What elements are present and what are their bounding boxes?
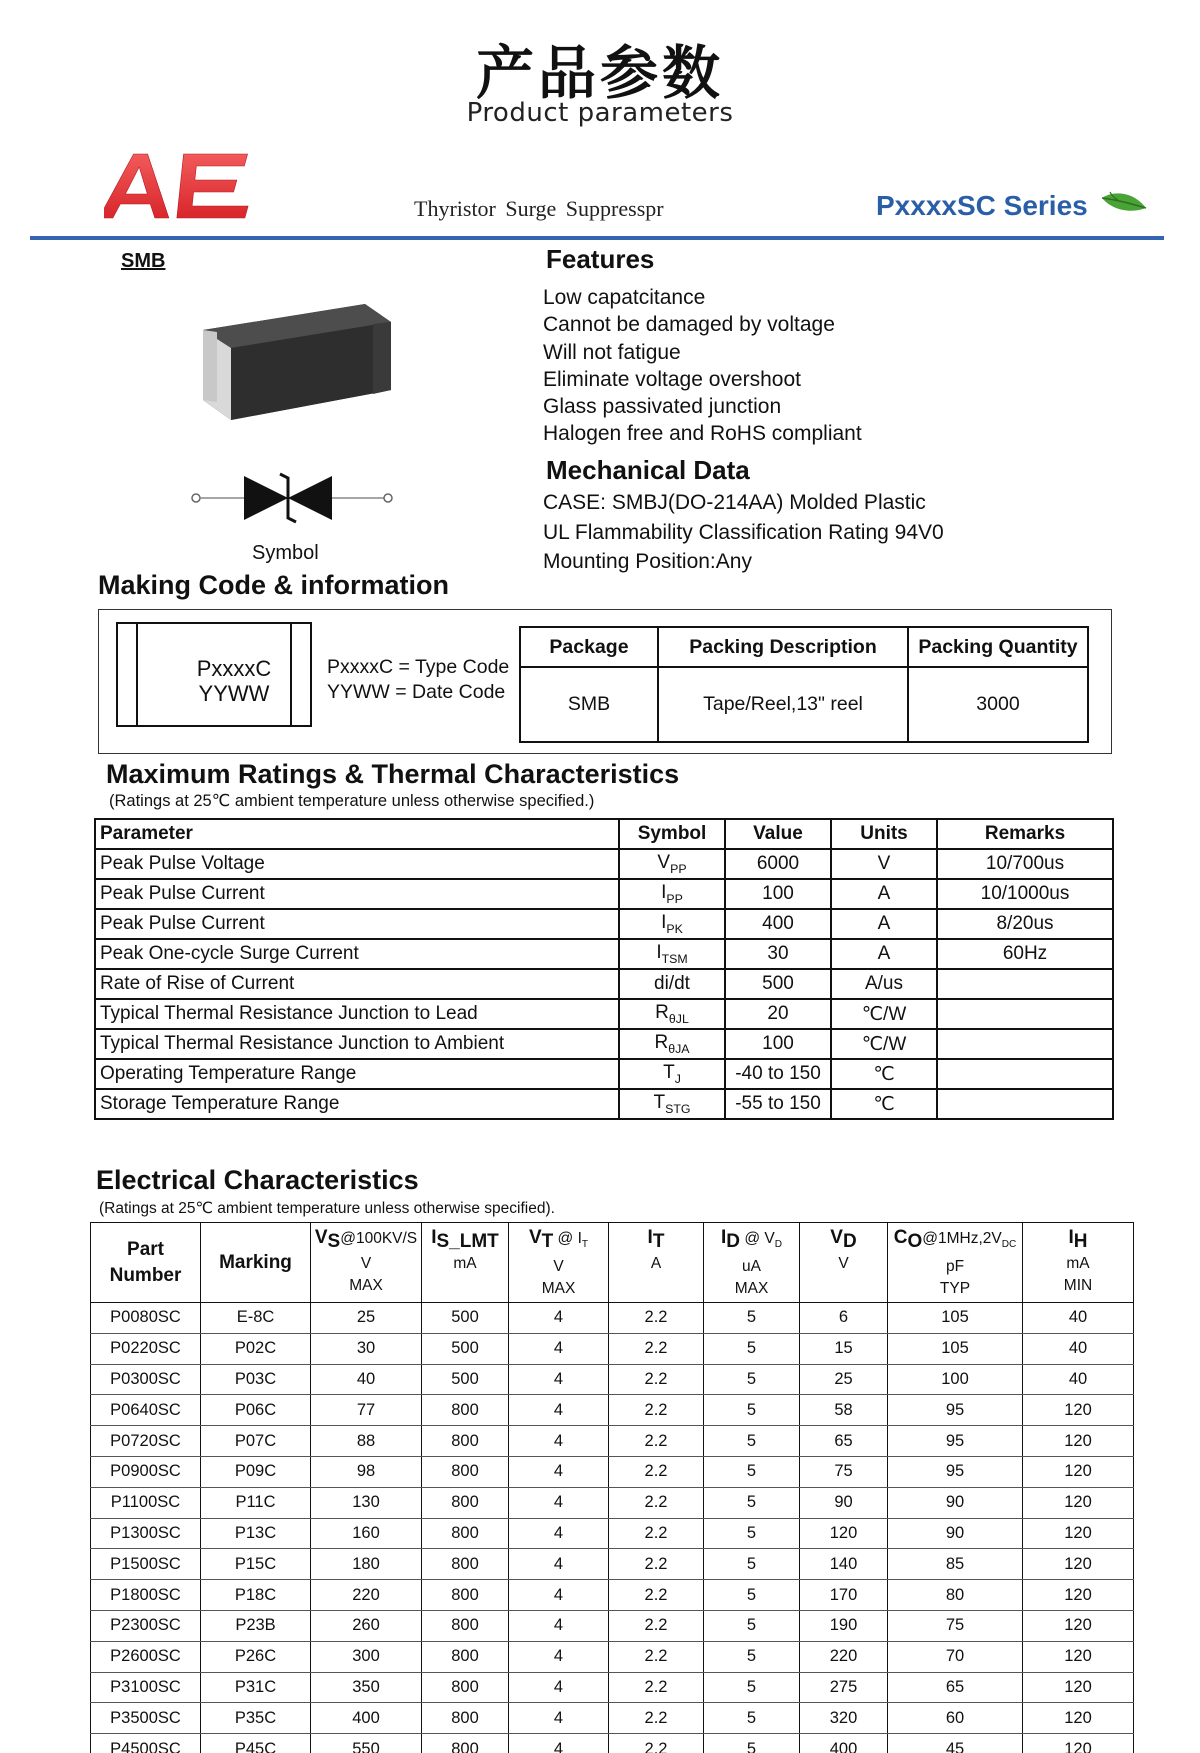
features-heading: Features xyxy=(546,244,655,274)
cell-vs: 30 xyxy=(311,1333,422,1364)
cell-param: Peak Pulse Voltage xyxy=(95,849,619,879)
cell-it: 2.2 xyxy=(609,1610,704,1641)
cell-it: 2.2 xyxy=(609,1734,704,1753)
col-header-vs: $V_S@100KV/S$ V MAX xyxy=(311,1223,422,1303)
col-header-vt: $V_T$ @ $I_T$ V MAX xyxy=(509,1223,609,1303)
header-divider xyxy=(30,236,1164,240)
cell-remarks xyxy=(937,1059,1113,1089)
cell-is: 500 xyxy=(422,1303,509,1334)
cell-is: 500 xyxy=(422,1364,509,1395)
thyristor-symbol-diagram xyxy=(188,470,398,530)
cell-part-number: P0720SC xyxy=(91,1426,201,1457)
page-title-english: Product parameters xyxy=(466,98,734,128)
cell-part-number: P0300SC xyxy=(91,1364,201,1395)
cell-remarks xyxy=(937,999,1113,1029)
electrical-row xyxy=(91,1734,1134,1753)
max-ratings-row xyxy=(95,1029,1113,1059)
cell-part-number: P3500SC xyxy=(91,1703,201,1734)
cell-vs: 88 xyxy=(311,1426,422,1457)
mechanical-item: Mounting Position:Any xyxy=(543,550,752,573)
cell-id: 5 xyxy=(704,1426,800,1457)
cell-co: 60 xyxy=(888,1703,1023,1734)
electrical-row xyxy=(91,1364,1134,1395)
cell-marking: P26C xyxy=(201,1641,311,1672)
type-code-legend: PxxxxC = Type Code xyxy=(327,656,510,678)
max-ratings-row xyxy=(95,1059,1113,1089)
cell-is: 800 xyxy=(422,1549,509,1580)
cell-ih: 120 xyxy=(1023,1580,1134,1611)
cell-ih: 120 xyxy=(1023,1703,1134,1734)
cell-co: 90 xyxy=(888,1487,1023,1518)
cell-is: 800 xyxy=(422,1672,509,1703)
cell-vs: 130 xyxy=(311,1487,422,1518)
cell-co: 95 xyxy=(888,1395,1023,1426)
cell-co: 80 xyxy=(888,1580,1023,1611)
max-ratings-row xyxy=(95,1089,1113,1119)
cell-remarks: 10/1000us xyxy=(937,879,1113,909)
cell-marking: P23B xyxy=(201,1610,311,1641)
cell-is: 500 xyxy=(422,1333,509,1364)
col-header-parameter: Parameter xyxy=(95,819,619,849)
cell-value: -40 to 150 xyxy=(725,1059,831,1089)
cell-vd: 58 xyxy=(800,1395,888,1426)
cell-vd: 140 xyxy=(800,1549,888,1580)
cell-vt: 4 xyxy=(509,1672,609,1703)
electrical-row xyxy=(91,1426,1134,1457)
cell-vd: 220 xyxy=(800,1641,888,1672)
cell-ih: 120 xyxy=(1023,1487,1134,1518)
cell-vt: 4 xyxy=(509,1395,609,1426)
cell-param: Storage Temperature Range xyxy=(95,1089,619,1119)
cell-vt: 4 xyxy=(509,1333,609,1364)
cell-id: 5 xyxy=(704,1364,800,1395)
max-ratings-note: (Ratings at 25℃ ambient temperature unless otherwise specified.) xyxy=(109,792,595,810)
cell-it: 2.2 xyxy=(609,1333,704,1364)
cell-is: 800 xyxy=(422,1641,509,1672)
cell-remarks: 8/20us xyxy=(937,909,1113,939)
cell-marking: P35C xyxy=(201,1703,311,1734)
cell-it: 2.2 xyxy=(609,1395,704,1426)
cell-param: Typical Thermal Resistance Junction to Ambient xyxy=(95,1029,619,1059)
cell-symbol: $R_{\theta JA}$ xyxy=(619,1029,725,1059)
col-header-is: $I_{S\_LMT}$ mA xyxy=(422,1223,509,1303)
col-header-co: $C_O@1MHz,2V_{DC}$ pF TYP xyxy=(888,1223,1023,1303)
cell-co: 75 xyxy=(888,1610,1023,1641)
cell-vd: 275 xyxy=(800,1672,888,1703)
cell-units: ℃ xyxy=(831,1059,937,1089)
cell-vt: 4 xyxy=(509,1549,609,1580)
cell-ih: 40 xyxy=(1023,1333,1134,1364)
cell-marking: P09C xyxy=(201,1456,311,1487)
cell-value: 6000 xyxy=(725,849,831,879)
electrical-row xyxy=(91,1456,1134,1487)
cell-remarks xyxy=(937,1089,1113,1119)
cell-units: ℃/W xyxy=(831,1029,937,1059)
cell-id: 5 xyxy=(704,1703,800,1734)
cell-remarks: 10/700us xyxy=(937,849,1113,879)
feature-item: Eliminate voltage overshoot xyxy=(543,367,801,391)
electrical-heading: Electrical Characteristics xyxy=(96,1165,419,1195)
cell-vd: 75 xyxy=(800,1456,888,1487)
mechanical-item: UL Flammability Classification Rating 94V0 xyxy=(543,520,944,544)
cell-part-number: P0080SC xyxy=(91,1303,201,1334)
cell-symbol: $T_{STG}$ xyxy=(619,1089,725,1119)
cell-value: -55 to 150 xyxy=(725,1089,831,1119)
cell-param: Typical Thermal Resistance Junction to Lead xyxy=(95,999,619,1029)
cell-vs: 550 xyxy=(311,1734,422,1753)
cell-vt: 4 xyxy=(509,1580,609,1611)
ae-logo xyxy=(104,150,264,222)
col-header-remarks: Remarks xyxy=(937,819,1113,849)
cell-symbol: $I_{TSM}$ xyxy=(619,939,725,969)
cell-is: 800 xyxy=(422,1426,509,1457)
cell-vt: 4 xyxy=(509,1364,609,1395)
cell-part-number: P0900SC xyxy=(91,1456,201,1487)
cell-id: 5 xyxy=(704,1734,800,1753)
cell-it: 2.2 xyxy=(609,1456,704,1487)
cell-ih: 40 xyxy=(1023,1303,1134,1334)
electrical-row xyxy=(91,1487,1134,1518)
feature-item: Cannot be damaged by voltage xyxy=(543,313,835,337)
cell-units: A xyxy=(831,909,937,939)
cell-marking: P03C xyxy=(201,1364,311,1395)
cell-param: Rate of Rise of Current xyxy=(95,969,619,999)
electrical-row xyxy=(91,1672,1134,1703)
cell-vd: 65 xyxy=(800,1426,888,1457)
cell-vt: 4 xyxy=(509,1303,609,1334)
cell-vs: 77 xyxy=(311,1395,422,1426)
cell-ih: 120 xyxy=(1023,1456,1134,1487)
packing-quantity: 3000 xyxy=(908,667,1088,742)
cell-value: 30 xyxy=(725,939,831,969)
cell-id: 5 xyxy=(704,1487,800,1518)
cell-is: 800 xyxy=(422,1395,509,1426)
cell-it: 2.2 xyxy=(609,1549,704,1580)
cell-vs: 98 xyxy=(311,1456,422,1487)
cell-vd: 400 xyxy=(800,1734,888,1753)
electrical-row xyxy=(91,1333,1134,1364)
marking-code-heading: Making Code & information xyxy=(98,570,449,600)
cell-id: 5 xyxy=(704,1672,800,1703)
max-ratings-row xyxy=(95,969,1113,999)
cell-vt: 4 xyxy=(509,1456,609,1487)
cell-it: 2.2 xyxy=(609,1641,704,1672)
cell-remarks xyxy=(937,969,1113,999)
cell-ih: 120 xyxy=(1023,1395,1134,1426)
cell-marking: P15C xyxy=(201,1549,311,1580)
cell-units: V xyxy=(831,849,937,879)
max-ratings-row xyxy=(95,999,1113,1029)
max-ratings-row xyxy=(95,939,1113,969)
cell-vs: 25 xyxy=(311,1303,422,1334)
date-code-legend: YYWW = Date Code xyxy=(327,681,506,703)
cell-it: 2.2 xyxy=(609,1580,704,1611)
cell-id: 5 xyxy=(704,1303,800,1334)
cell-vd: 90 xyxy=(800,1487,888,1518)
electrical-row xyxy=(91,1610,1134,1641)
cell-marking: P02C xyxy=(201,1333,311,1364)
cell-units: A xyxy=(831,939,937,969)
cell-id: 5 xyxy=(704,1395,800,1426)
cell-co: 95 xyxy=(888,1456,1023,1487)
electrical-row xyxy=(91,1641,1134,1672)
cell-co: 90 xyxy=(888,1518,1023,1549)
col-header-it: $I_T$ A xyxy=(609,1223,704,1303)
cell-marking: E-8C xyxy=(201,1303,311,1334)
cell-symbol: $I_{PP}$ xyxy=(619,879,725,909)
electrical-row xyxy=(91,1395,1134,1426)
cell-id: 5 xyxy=(704,1610,800,1641)
leaf-icon xyxy=(1100,188,1148,218)
cell-co: 70 xyxy=(888,1641,1023,1672)
package-label: SMB xyxy=(121,250,166,272)
max-ratings-row xyxy=(95,909,1113,939)
cell-vt: 4 xyxy=(509,1734,609,1753)
cell-it: 2.2 xyxy=(609,1303,704,1334)
cell-vd: 15 xyxy=(800,1333,888,1364)
features-list xyxy=(543,284,862,448)
cell-is: 800 xyxy=(422,1580,509,1611)
marking-info-box xyxy=(98,609,1112,754)
packing-header-description: Packing Description xyxy=(658,627,908,667)
max-ratings-heading: Maximum Ratings & Thermal Characteristics xyxy=(106,759,680,789)
cell-symbol: $T_J$ xyxy=(619,1059,725,1089)
feature-item: Will not fatigue xyxy=(543,340,681,364)
packing-package: SMB xyxy=(520,667,658,742)
cell-it: 2.2 xyxy=(609,1364,704,1395)
series-name: PxxxxSC Series xyxy=(876,190,1088,221)
cell-is: 800 xyxy=(422,1487,509,1518)
cell-value: 100 xyxy=(725,879,831,909)
col-header-ih: $I_H$ mA MIN xyxy=(1023,1223,1134,1303)
cell-marking: P18C xyxy=(201,1580,311,1611)
electrical-row xyxy=(91,1703,1134,1734)
cell-co: 95 xyxy=(888,1426,1023,1457)
cell-id: 5 xyxy=(704,1580,800,1611)
cell-units: A/us xyxy=(831,969,937,999)
cell-part-number: P2300SC xyxy=(91,1610,201,1641)
cell-id: 5 xyxy=(704,1333,800,1364)
mechanical-data-list xyxy=(543,488,944,577)
symbol-caption: Symbol xyxy=(252,542,319,564)
cell-vs: 300 xyxy=(311,1641,422,1672)
cell-marking: P13C xyxy=(201,1518,311,1549)
cell-part-number: P4500SC xyxy=(91,1734,201,1753)
feature-item: Low capatcitance xyxy=(543,286,706,309)
cell-vt: 4 xyxy=(509,1518,609,1549)
cell-value: 500 xyxy=(725,969,831,999)
max-ratings-row xyxy=(95,879,1113,909)
electrical-row xyxy=(91,1549,1134,1580)
cell-vd: 25 xyxy=(800,1364,888,1395)
cell-vd: 320 xyxy=(800,1703,888,1734)
cell-part-number: P1800SC xyxy=(91,1580,201,1611)
cell-co: 65 xyxy=(888,1672,1023,1703)
cell-co: 100 xyxy=(888,1364,1023,1395)
cell-part-number: P2600SC xyxy=(91,1641,201,1672)
cell-it: 2.2 xyxy=(609,1518,704,1549)
cell-is: 800 xyxy=(422,1518,509,1549)
cell-param: Peak Pulse Current xyxy=(95,879,619,909)
cell-ih: 120 xyxy=(1023,1734,1134,1753)
cell-it: 2.2 xyxy=(609,1426,704,1457)
cell-part-number: P0220SC xyxy=(91,1333,201,1364)
cell-ih: 120 xyxy=(1023,1426,1134,1457)
cell-param: Operating Temperature Range xyxy=(95,1059,619,1089)
cell-vs: 160 xyxy=(311,1518,422,1549)
max-ratings-table xyxy=(94,818,1114,1120)
cell-marking: P31C xyxy=(201,1672,311,1703)
cell-ih: 120 xyxy=(1023,1672,1134,1703)
cell-vs: 350 xyxy=(311,1672,422,1703)
cell-vd: 6 xyxy=(800,1303,888,1334)
cell-value: 20 xyxy=(725,999,831,1029)
cell-param: Peak One-cycle Surge Current xyxy=(95,939,619,969)
cell-symbol: $R_{\theta JL}$ xyxy=(619,999,725,1029)
cell-marking: P11C xyxy=(201,1487,311,1518)
cell-part-number: P1100SC xyxy=(91,1487,201,1518)
cell-id: 5 xyxy=(704,1518,800,1549)
cell-id: 5 xyxy=(704,1641,800,1672)
cell-id: 5 xyxy=(704,1549,800,1580)
electrical-row xyxy=(91,1580,1134,1611)
electrical-table xyxy=(90,1222,1134,1753)
cell-marking: P07C xyxy=(201,1426,311,1457)
page-title-chinese: 产品参数 xyxy=(475,39,724,107)
col-header-vd: $V_D$ V xyxy=(800,1223,888,1303)
cell-units: ℃ xyxy=(831,1089,937,1119)
cell-ih: 120 xyxy=(1023,1518,1134,1549)
cell-param: Peak Pulse Current xyxy=(95,909,619,939)
cell-vs: 180 xyxy=(311,1549,422,1580)
mechanical-item: CASE: SMBJ(DO-214AA) Molded Plastic xyxy=(543,491,926,514)
cell-units: ℃/W xyxy=(831,999,937,1029)
electrical-row xyxy=(91,1303,1134,1334)
document-subtitle: Thyristor Surge Suppresspr xyxy=(414,196,664,221)
cell-vt: 4 xyxy=(509,1610,609,1641)
cell-vs: 260 xyxy=(311,1610,422,1641)
cell-co: 85 xyxy=(888,1549,1023,1580)
cell-it: 2.2 xyxy=(609,1672,704,1703)
cell-vt: 4 xyxy=(509,1487,609,1518)
col-header-marking: Marking xyxy=(201,1223,311,1303)
electrical-row xyxy=(91,1518,1134,1549)
chip-type-code: PxxxxC xyxy=(196,656,272,681)
cell-vt: 4 xyxy=(509,1703,609,1734)
col-header-id: $I_D$ @ $V_D$ uA MAX xyxy=(704,1223,800,1303)
cell-symbol: $V_{PP}$ xyxy=(619,849,725,879)
cell-it: 2.2 xyxy=(609,1487,704,1518)
cell-part-number: P1500SC xyxy=(91,1549,201,1580)
cell-ih: 120 xyxy=(1023,1610,1134,1641)
col-header-value: Value xyxy=(725,819,831,849)
packing-description: Tape/Reel,13" reel xyxy=(658,667,908,742)
col-header-units: Units xyxy=(831,819,937,849)
cell-symbol: di/dt xyxy=(619,969,725,999)
packing-header-quantity: Packing Quantity xyxy=(908,627,1088,667)
cell-remarks: 60Hz xyxy=(937,939,1113,969)
chip-date-code: YYWW xyxy=(198,681,270,706)
cell-marking: P45C xyxy=(201,1734,311,1753)
cell-value: 400 xyxy=(725,909,831,939)
cell-is: 800 xyxy=(422,1456,509,1487)
cell-id: 5 xyxy=(704,1456,800,1487)
cell-vt: 4 xyxy=(509,1641,609,1672)
cell-value: 100 xyxy=(725,1029,831,1059)
cell-vd: 190 xyxy=(800,1610,888,1641)
cell-remarks xyxy=(937,1029,1113,1059)
packing-table xyxy=(519,626,1089,743)
mechanical-data-heading: Mechanical Data xyxy=(546,455,750,485)
cell-vd: 120 xyxy=(800,1518,888,1549)
cell-vs: 220 xyxy=(311,1580,422,1611)
cell-marking: P06C xyxy=(201,1395,311,1426)
cell-part-number: P3100SC xyxy=(91,1672,201,1703)
cell-part-number: P1300SC xyxy=(91,1518,201,1549)
cell-is: 800 xyxy=(422,1734,509,1753)
cell-is: 800 xyxy=(422,1703,509,1734)
col-header-symbol: Symbol xyxy=(619,819,725,849)
cell-ih: 120 xyxy=(1023,1549,1134,1580)
col-header-part-number: Part Number xyxy=(91,1223,201,1303)
cell-vs: 40 xyxy=(311,1364,422,1395)
packing-header-package: Package xyxy=(520,627,658,667)
cell-co: 45 xyxy=(888,1734,1023,1753)
cell-it: 2.2 xyxy=(609,1703,704,1734)
cell-ih: 40 xyxy=(1023,1364,1134,1395)
feature-item: Halogen free and RoHS compliant xyxy=(543,422,862,446)
max-ratings-row xyxy=(95,849,1113,879)
cell-ih: 120 xyxy=(1023,1641,1134,1672)
cell-part-number: P0640SC xyxy=(91,1395,201,1426)
cell-vs: 400 xyxy=(311,1703,422,1734)
electrical-note: (Ratings at 25℃ ambient temperature unless otherwise specified). xyxy=(99,1200,555,1217)
cell-symbol: $I_{PK}$ xyxy=(619,909,725,939)
cell-vt: 4 xyxy=(509,1426,609,1457)
cell-co: 105 xyxy=(888,1303,1023,1334)
smb-package-image xyxy=(195,300,395,426)
feature-item: Glass passivated junction xyxy=(543,395,782,419)
cell-vd: 170 xyxy=(800,1580,888,1611)
cell-is: 800 xyxy=(422,1610,509,1641)
cell-units: A xyxy=(831,879,937,909)
cell-co: 105 xyxy=(888,1333,1023,1364)
